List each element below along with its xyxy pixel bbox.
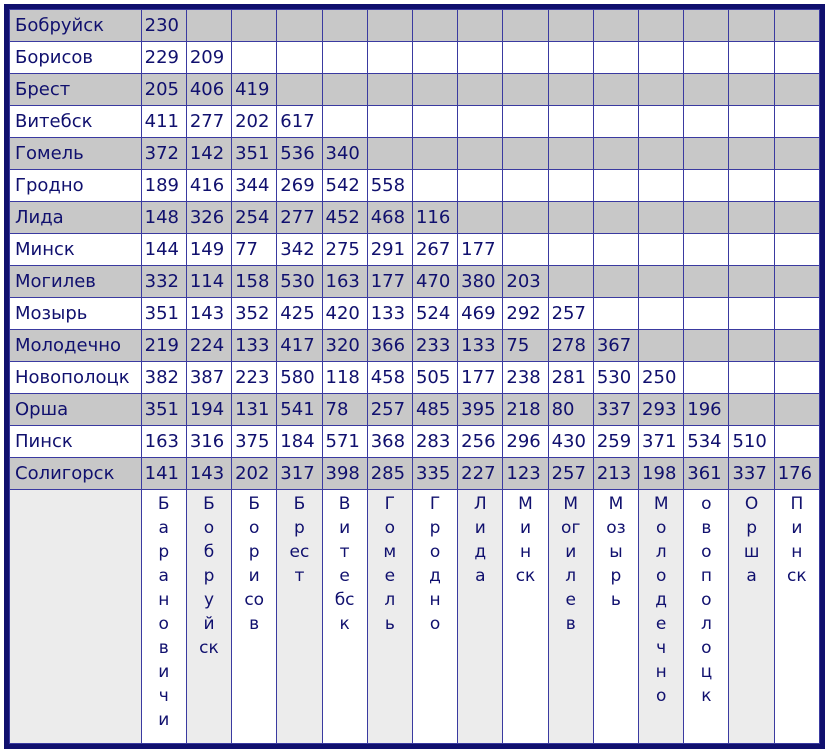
empty-cell [367, 74, 412, 106]
empty-cell [277, 74, 322, 106]
distance-cell: 452 [322, 202, 367, 234]
distance-cell: 291 [367, 234, 412, 266]
row-city-label: Витебск [10, 106, 142, 138]
distance-cell: 229 [141, 42, 186, 74]
distance-cell: 524 [412, 298, 457, 330]
empty-cell [548, 106, 593, 138]
distance-cell: 209 [186, 42, 231, 74]
distance-cell: 158 [232, 266, 277, 298]
column-header-cell [277, 490, 322, 744]
empty-cell [774, 106, 819, 138]
empty-cell [412, 106, 457, 138]
row-city-label: Брест [10, 74, 142, 106]
empty-cell [548, 266, 593, 298]
empty-cell [277, 42, 322, 74]
column-header-cell [684, 490, 729, 744]
distance-cell: 219 [141, 330, 186, 362]
distance-cell: 163 [141, 426, 186, 458]
distance-cell: 387 [186, 362, 231, 394]
empty-cell [684, 138, 729, 170]
distance-cell: 470 [412, 266, 457, 298]
distance-cell: 505 [412, 362, 457, 394]
distance-cell: 541 [277, 394, 322, 426]
empty-cell [774, 266, 819, 298]
distance-cell: 256 [458, 426, 503, 458]
empty-cell [639, 170, 684, 202]
empty-cell [593, 234, 638, 266]
distance-cell: 372 [141, 138, 186, 170]
table-row [10, 170, 820, 202]
distance-cell: 380 [458, 266, 503, 298]
distance-cell: 142 [186, 138, 231, 170]
distance-cell: 296 [503, 426, 548, 458]
empty-cell [729, 362, 774, 394]
distance-cell: 196 [684, 394, 729, 426]
distance-cell: 292 [503, 298, 548, 330]
empty-cell [503, 138, 548, 170]
distance-cell: 267 [412, 234, 457, 266]
table-row [10, 298, 820, 330]
empty-cell [729, 266, 774, 298]
empty-cell [639, 202, 684, 234]
distance-cell: 277 [186, 106, 231, 138]
distance-cell: 176 [774, 458, 819, 490]
empty-cell [729, 42, 774, 74]
table-row [10, 138, 820, 170]
empty-cell [593, 74, 638, 106]
distance-cell: 163 [322, 266, 367, 298]
empty-cell [774, 426, 819, 458]
distance-cell: 254 [232, 202, 277, 234]
column-header-cell [186, 490, 231, 744]
empty-cell [639, 234, 684, 266]
distance-cell: 250 [639, 362, 684, 394]
distance-cell: 202 [232, 458, 277, 490]
distance-cell: 417 [277, 330, 322, 362]
column-header-cell [141, 490, 186, 744]
column-header-cell [503, 490, 548, 744]
distance-cell: 177 [458, 362, 503, 394]
empty-cell [684, 42, 729, 74]
empty-cell [593, 138, 638, 170]
empty-cell [729, 138, 774, 170]
distance-cell: 351 [141, 394, 186, 426]
empty-cell [548, 10, 593, 42]
distance-cell: 542 [322, 170, 367, 202]
empty-cell [729, 298, 774, 330]
empty-cell [774, 74, 819, 106]
empty-cell [458, 74, 503, 106]
empty-cell [684, 234, 729, 266]
distance-cell: 326 [186, 202, 231, 234]
empty-cell [774, 42, 819, 74]
column-header-label: Брест [289, 494, 310, 586]
distance-cell: 202 [232, 106, 277, 138]
empty-cell [458, 42, 503, 74]
column-header-label: Барановичи [157, 494, 170, 730]
empty-cell [458, 202, 503, 234]
column-header-cell [412, 490, 457, 744]
table-row [10, 458, 820, 490]
empty-cell [684, 298, 729, 330]
distance-cell: 269 [277, 170, 322, 202]
empty-cell [593, 202, 638, 234]
column-header-cell [232, 490, 277, 744]
distance-cell: 406 [186, 74, 231, 106]
column-header-label: Бобруйск [199, 494, 219, 658]
empty-cell [684, 170, 729, 202]
distance-cell: 571 [322, 426, 367, 458]
empty-cell [548, 74, 593, 106]
table-row [10, 394, 820, 426]
distance-cell: 332 [141, 266, 186, 298]
distance-cell: 133 [458, 330, 503, 362]
column-header-row [10, 490, 820, 744]
distance-cell: 335 [412, 458, 457, 490]
empty-cell [458, 170, 503, 202]
table-row [10, 74, 820, 106]
distance-cell: 510 [729, 426, 774, 458]
empty-cell [639, 266, 684, 298]
empty-cell [458, 138, 503, 170]
row-city-label: Минск [10, 234, 142, 266]
table-row [10, 42, 820, 74]
empty-cell [412, 170, 457, 202]
distance-cell: 213 [593, 458, 638, 490]
column-header-label: Гродно [429, 494, 441, 634]
distance-cell: 133 [367, 298, 412, 330]
distance-cell: 230 [141, 10, 186, 42]
distance-cell: 340 [322, 138, 367, 170]
column-header-cell [639, 490, 684, 744]
empty-cell [322, 74, 367, 106]
distance-cell: 558 [367, 170, 412, 202]
row-city-label: Мозырь [10, 298, 142, 330]
distance-cell: 580 [277, 362, 322, 394]
empty-cell [548, 234, 593, 266]
empty-cell [729, 170, 774, 202]
empty-cell [367, 138, 412, 170]
table-row [10, 362, 820, 394]
empty-cell [232, 10, 277, 42]
distance-cell: 277 [277, 202, 322, 234]
distance-cell: 458 [367, 362, 412, 394]
empty-cell [774, 362, 819, 394]
empty-cell [639, 42, 684, 74]
empty-cell [774, 170, 819, 202]
empty-cell [503, 170, 548, 202]
empty-cell [729, 394, 774, 426]
distance-cell: 283 [412, 426, 457, 458]
distance-cell: 411 [141, 106, 186, 138]
distance-cell: 398 [322, 458, 367, 490]
column-header-cell [593, 490, 638, 744]
empty-cell [503, 106, 548, 138]
distance-cell: 371 [639, 426, 684, 458]
empty-cell [186, 10, 231, 42]
empty-cell [684, 266, 729, 298]
empty-cell [774, 138, 819, 170]
empty-cell [684, 10, 729, 42]
empty-cell [548, 42, 593, 74]
distance-cell: 257 [548, 458, 593, 490]
distance-cell: 227 [458, 458, 503, 490]
empty-cell [593, 298, 638, 330]
distance-cell: 416 [186, 170, 231, 202]
column-header-label: Лида [473, 494, 487, 586]
distance-cell: 366 [367, 330, 412, 362]
distance-cell: 141 [141, 458, 186, 490]
empty-cell [774, 202, 819, 234]
distance-cell: 352 [232, 298, 277, 330]
distance-cell: 78 [322, 394, 367, 426]
distance-cell: 144 [141, 234, 186, 266]
distance-cell: 198 [639, 458, 684, 490]
distance-cell: 367 [593, 330, 638, 362]
column-header-cell [322, 490, 367, 744]
table-row [10, 10, 820, 42]
distance-cell: 382 [141, 362, 186, 394]
row-city-label: Бобруйск [10, 10, 142, 42]
empty-cell [593, 170, 638, 202]
distance-cell: 77 [232, 234, 277, 266]
distance-cell: 177 [367, 266, 412, 298]
column-header-label: Мозырь [606, 494, 626, 610]
empty-cell [684, 106, 729, 138]
distance-cell: 337 [729, 458, 774, 490]
row-city-label: Гродно [10, 170, 142, 202]
row-city-label: Молодечно [10, 330, 142, 362]
distance-cell: 530 [593, 362, 638, 394]
empty-cell [412, 74, 457, 106]
empty-cell [639, 138, 684, 170]
empty-cell [729, 10, 774, 42]
row-city-label: Борисов [10, 42, 142, 74]
distance-cell: 351 [232, 138, 277, 170]
distance-cell: 257 [367, 394, 412, 426]
row-city-label: Новополоцк [10, 362, 142, 394]
row-city-label: Орша [10, 394, 142, 426]
distance-cell: 123 [503, 458, 548, 490]
empty-cell [503, 234, 548, 266]
distance-cell: 419 [232, 74, 277, 106]
distance-cell: 320 [322, 330, 367, 362]
distance-table [9, 9, 820, 744]
column-header-cell [458, 490, 503, 744]
distance-cell: 617 [277, 106, 322, 138]
empty-cell [639, 74, 684, 106]
distance-cell: 224 [186, 330, 231, 362]
empty-cell [729, 202, 774, 234]
distance-cell: 223 [232, 362, 277, 394]
table-row [10, 330, 820, 362]
empty-cell [684, 362, 729, 394]
distance-cell: 143 [186, 458, 231, 490]
distance-cell: 317 [277, 458, 322, 490]
distance-cell: 285 [367, 458, 412, 490]
column-header-label: Орша [743, 494, 760, 586]
distance-cell: 75 [503, 330, 548, 362]
distance-cell: 420 [322, 298, 367, 330]
empty-cell [412, 10, 457, 42]
distance-cell: 131 [232, 394, 277, 426]
distance-cell: 184 [277, 426, 322, 458]
distance-cell: 485 [412, 394, 457, 426]
empty-cell [322, 10, 367, 42]
distance-cell: 395 [458, 394, 503, 426]
distance-cell: 344 [232, 170, 277, 202]
empty-cell [593, 42, 638, 74]
empty-cell [322, 42, 367, 74]
distance-cell: 534 [684, 426, 729, 458]
distance-cell: 293 [639, 394, 684, 426]
column-header-cell [548, 490, 593, 744]
distance-cell: 425 [277, 298, 322, 330]
distance-cell: 536 [277, 138, 322, 170]
empty-cell [367, 10, 412, 42]
distance-cell: 114 [186, 266, 231, 298]
empty-cell [503, 42, 548, 74]
empty-cell [593, 10, 638, 42]
row-city-label: Солигорск [10, 458, 142, 490]
empty-cell [639, 10, 684, 42]
empty-cell [684, 74, 729, 106]
distance-cell: 143 [186, 298, 231, 330]
empty-cell [367, 106, 412, 138]
empty-cell [729, 106, 774, 138]
empty-cell [322, 106, 367, 138]
empty-cell [774, 234, 819, 266]
column-header-cell [774, 490, 819, 744]
distance-cell: 430 [548, 426, 593, 458]
empty-cell [774, 10, 819, 42]
empty-cell [232, 42, 277, 74]
empty-cell [367, 42, 412, 74]
empty-cell [729, 330, 774, 362]
distance-cell: 218 [503, 394, 548, 426]
empty-cell [458, 10, 503, 42]
distance-cell: 342 [277, 234, 322, 266]
column-header-cell [729, 490, 774, 744]
row-city-label: Могилев [10, 266, 142, 298]
empty-cell [774, 394, 819, 426]
distance-cell: 530 [277, 266, 322, 298]
distance-cell: 203 [503, 266, 548, 298]
empty-cell [729, 234, 774, 266]
empty-cell [593, 266, 638, 298]
empty-cell [774, 330, 819, 362]
distance-cell: 116 [412, 202, 457, 234]
empty-cell [729, 74, 774, 106]
column-header-label: Минск [515, 494, 536, 586]
distance-cell: 259 [593, 426, 638, 458]
distance-cell: 118 [322, 362, 367, 394]
table-row [10, 266, 820, 298]
table-row [10, 202, 820, 234]
table-row [10, 426, 820, 458]
empty-cell [548, 202, 593, 234]
table-row [10, 106, 820, 138]
empty-cell [458, 106, 503, 138]
empty-cell [503, 202, 548, 234]
distance-cell: 80 [548, 394, 593, 426]
distance-cell: 194 [186, 394, 231, 426]
distance-cell: 133 [232, 330, 277, 362]
distance-table-frame [4, 4, 825, 749]
distance-cell: 149 [186, 234, 231, 266]
distance-cell: 257 [548, 298, 593, 330]
column-header-label: Могилев [561, 494, 581, 634]
row-city-label: Лида [10, 202, 142, 234]
distance-cell: 177 [458, 234, 503, 266]
empty-cell [684, 330, 729, 362]
empty-cell [639, 298, 684, 330]
distance-cell: 468 [367, 202, 412, 234]
distance-cell: 238 [503, 362, 548, 394]
distance-cell: 368 [367, 426, 412, 458]
empty-cell [593, 106, 638, 138]
empty-cell [503, 74, 548, 106]
empty-cell [639, 106, 684, 138]
distance-cell: 233 [412, 330, 457, 362]
empty-cell [548, 170, 593, 202]
empty-cell [277, 10, 322, 42]
distance-cell: 281 [548, 362, 593, 394]
table-row [10, 234, 820, 266]
column-header-label: овополоцк [700, 494, 713, 706]
distance-cell: 351 [141, 298, 186, 330]
column-header-cell [367, 490, 412, 744]
distance-cell: 205 [141, 74, 186, 106]
column-header-label: Молодечно [653, 494, 669, 706]
distance-cell: 337 [593, 394, 638, 426]
row-city-label: Пинск [10, 426, 142, 458]
empty-cell [639, 330, 684, 362]
distance-cell: 361 [684, 458, 729, 490]
empty-cell [684, 202, 729, 234]
empty-cell [412, 42, 457, 74]
distance-cell: 469 [458, 298, 503, 330]
empty-cell [412, 138, 457, 170]
row-city-label: Гомель [10, 138, 142, 170]
distance-cell: 189 [141, 170, 186, 202]
column-header-label: Витебск [334, 494, 355, 634]
column-header-label: Пинск [787, 494, 807, 586]
empty-cell [548, 138, 593, 170]
empty-cell [503, 10, 548, 42]
distance-cell: 375 [232, 426, 277, 458]
empty-cell [774, 298, 819, 330]
corner-cell [10, 490, 142, 744]
distance-cell: 316 [186, 426, 231, 458]
distance-cell: 278 [548, 330, 593, 362]
distance-cell: 275 [322, 234, 367, 266]
column-header-label: Борисов [244, 494, 265, 634]
distance-cell: 148 [141, 202, 186, 234]
column-header-label: Гомель [383, 494, 397, 634]
